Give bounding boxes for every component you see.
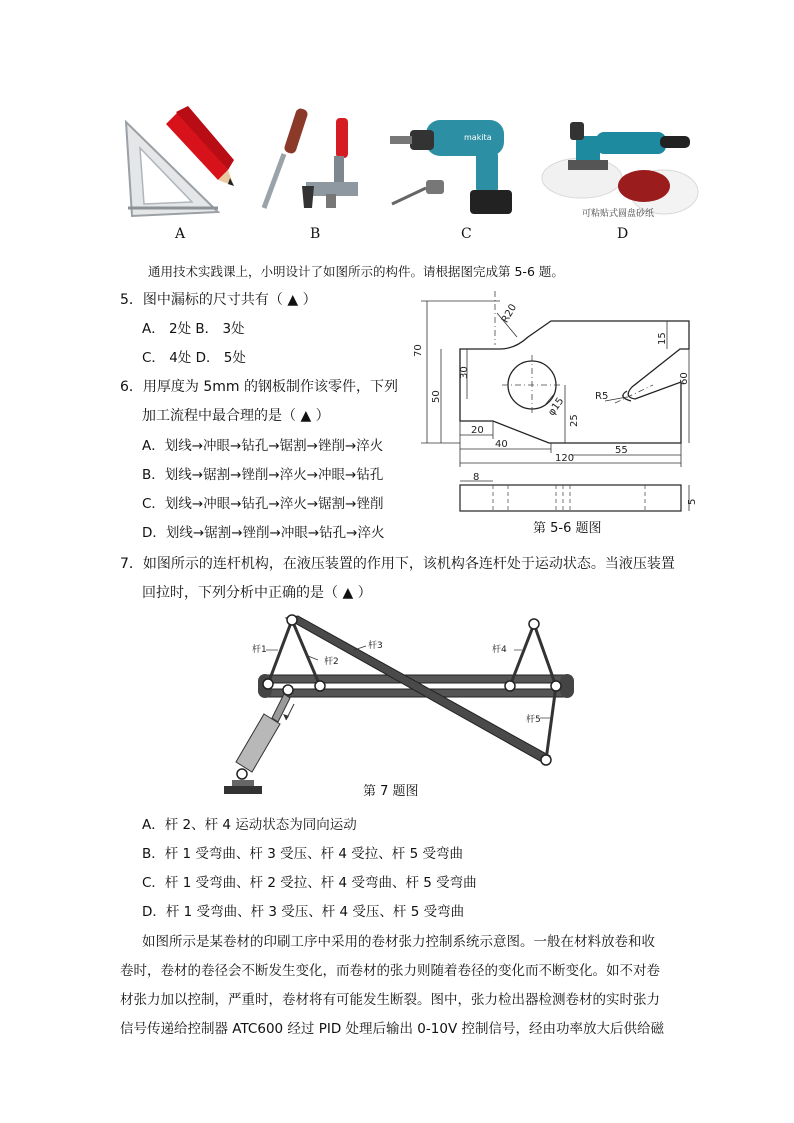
dim-50: 50	[431, 390, 442, 403]
dim-r20: R20	[499, 302, 520, 325]
dim-20: 20	[471, 425, 484, 436]
rod-label-5: 杆5	[526, 715, 541, 725]
q7-option-b: B．杆 1 受弯曲、杆 3 受压、杆 4 受拉、杆 5 受弯曲	[142, 846, 463, 862]
passage-line-4: 信号传递给控制器 ATC600 经过 PID 处理后输出 0-10V 控制信号，经由功率放大后供给磁	[120, 1021, 664, 1037]
dim-70: 70	[413, 344, 424, 357]
tool-label-a: A	[175, 226, 186, 242]
rod-1	[268, 620, 292, 684]
dim-8: 8	[473, 472, 480, 483]
disc-caption: 可粘贴式圆盘砂纸	[582, 209, 655, 219]
dim-5: 5	[687, 498, 698, 505]
rod-label-1: 杆1	[252, 645, 267, 655]
passage-line-2: 卷时，卷材的卷径会不断发生变化，而卷材的张力则随着卷径的变化而不断变化。如不对卷	[120, 963, 660, 979]
rod-label-4: 杆4	[492, 645, 507, 655]
q7-option-c: C．杆 1 受弯曲、杆 2 受拉、杆 4 受弯曲、杆 5 受弯曲	[142, 875, 477, 891]
rod-label-2: 杆2	[324, 657, 339, 667]
dim-55: 55	[615, 445, 628, 456]
tool-image-a	[118, 104, 246, 222]
q5-option-ab: A． 2处 B． 3处	[142, 321, 245, 337]
tool-label-b: B	[310, 226, 321, 242]
passage-line-1: 如图所示是某卷材的印刷工序中采用的卷材张力控制系统示意图。一般在材料放卷和收	[142, 934, 655, 950]
tool-label-d: D	[617, 226, 629, 242]
q6-option-c: C．划线→冲眼→钻孔→淬火→锯割→锉削	[142, 496, 384, 512]
rod-label-3: 杆3	[368, 641, 383, 651]
tool-image-c	[386, 110, 526, 222]
svg-text:makita: makita	[464, 133, 492, 142]
fig7-linkage	[220, 610, 590, 800]
passage-line-3: 材张力加以控制，严重时，卷材将有可能发生断裂。图中，张力检出器检测卷材的实时张力	[120, 992, 660, 1008]
fig56-caption: 第 5-6 题图	[533, 521, 602, 536]
dim-30: 30	[459, 366, 470, 379]
dim-40: 40	[495, 439, 508, 450]
q7-option-a: A．杆 2、杆 4 运动状态为同向运动	[142, 817, 357, 833]
q5-stem: 5．图中漏标的尺寸共有（ ▲ ）	[120, 292, 317, 308]
dim-60: 60	[679, 372, 690, 385]
q6-stem-line1: 6．用厚度为 5mm 的钢板制作该零件，下列	[120, 379, 398, 395]
q6-option-b: B．划线→锯割→锉削→淬火→冲眼→钻孔	[142, 467, 384, 483]
q7-stem-line2: 回拉时，下列分析中正确的是（ ▲ ）	[142, 585, 372, 601]
q6-option-a: A．划线→冲眼→钻孔→锯割→锉削→淬火	[142, 438, 384, 454]
dim-phi15: φ15	[546, 395, 567, 418]
q6-stem-line2: 加工流程中最合理的是（ ▲ ）	[142, 408, 330, 424]
tool-image-d	[540, 118, 700, 222]
intro-text: 通用技术实践课上，小明设计了如图所示的构件。请根据图完成第 5-6 题。	[148, 264, 564, 279]
dim-120: 120	[555, 453, 575, 464]
fig56-drawing	[405, 285, 700, 525]
tool-image-b	[250, 108, 370, 218]
tool-label-c: C	[461, 226, 472, 242]
q5-option-cd: C． 4处 D． 5处	[142, 350, 246, 366]
dim-25: 25	[569, 414, 580, 427]
dim-r5: R5	[595, 391, 609, 402]
fig7-caption: 第 7 题图	[363, 784, 419, 799]
q7-option-d: D．杆 1 受弯曲、杆 3 受压、杆 4 受压、杆 5 受弯曲	[142, 904, 465, 920]
hydraulic-cylinder	[224, 694, 290, 794]
dim-15: 15	[657, 332, 668, 345]
q6-option-d: D．划线→锯割→锉削→冲眼→钻孔→淬火	[142, 525, 385, 541]
q7-stem-line1: 7．如图所示的连杆机构，在液压装置的作用下，该机构各连杆处于运动状态。当液压装置	[120, 556, 675, 572]
